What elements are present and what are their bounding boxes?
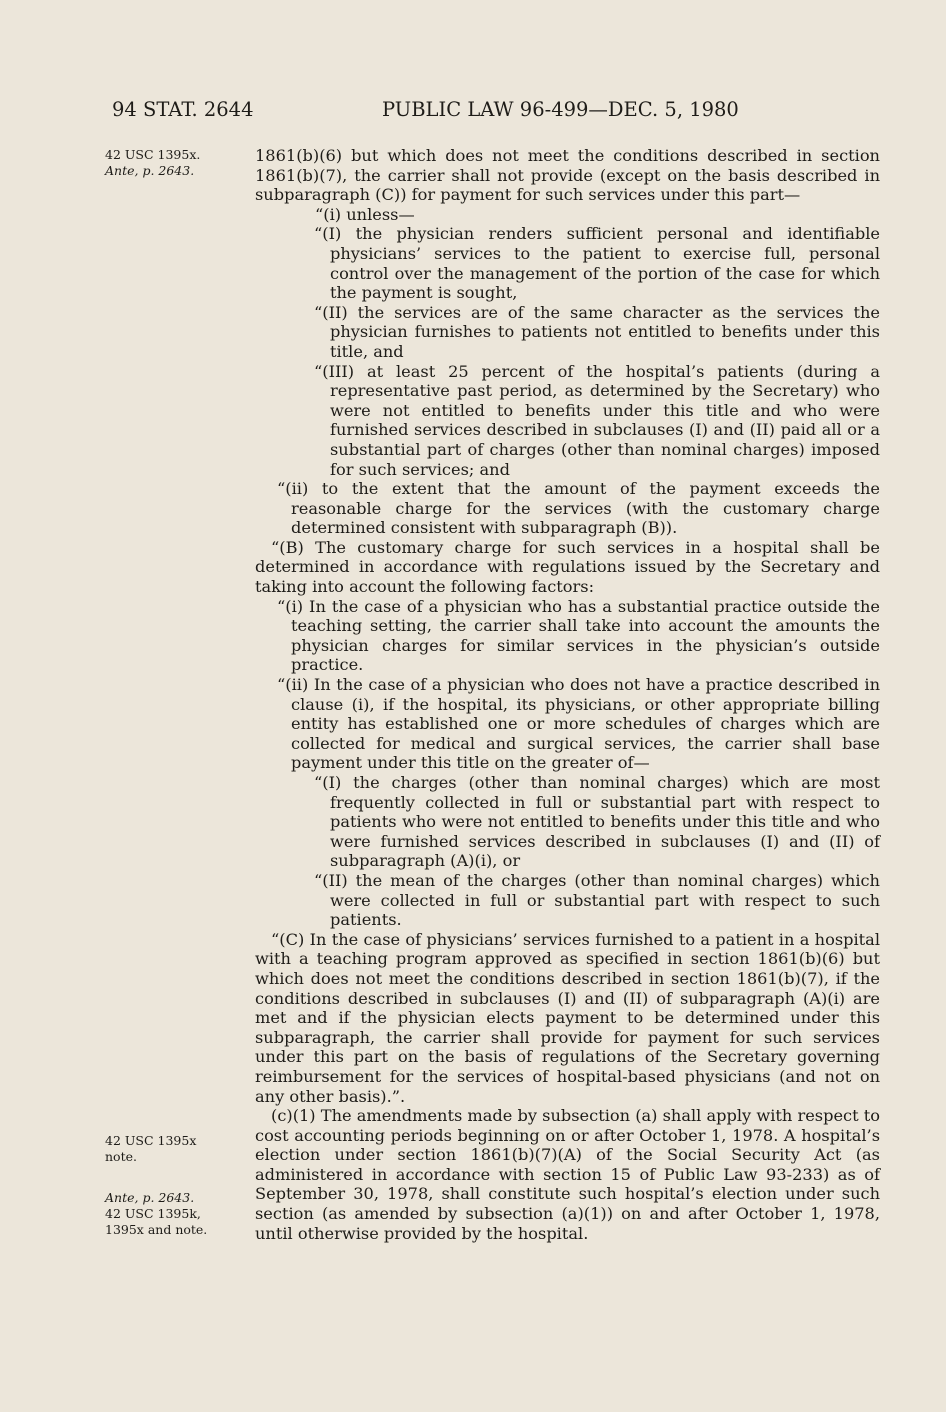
subclause-III: “(III) at least 25 percent of the hospital’s patients (during a representative past period, as determined by the Secretary) who were not entitled to benefits under this title and who were furnished services described in subclauses (I) and (II) paid all or a substantial part of charges (other than nominal charges) imposed for such services; and (314, 361, 880, 479)
running-header (112, 98, 882, 124)
statute-text (255, 146, 880, 1243)
subsection-c-1: (c)(1) The amendments made by subsection (a) shall apply with respect to cost accounting periods beginning on or after October 1, 1978. A hospital’s election under section 1861(b)(7)(A) of the Social Security Act (as administered in accordance with section 15 of Public Law 93-233) as of September 30, 1978, shall constitute such hospital’s election under such section (as amended by subsection (a)(1)) on and after October 1, 1978, until otherwise provided by the hospital. (255, 1106, 880, 1243)
paragraph-continuation: 1861(b)(6) but which does not meet the conditions described in section 1861(b)(7), the carrier shall not provide (except on the basis described in subparagraph (C)) for payment for such services under this part— (255, 146, 880, 205)
subclause-B-II: “(II) the mean of the charges (other than nominal charges) which were collected in full or substantial part with respect to such patients. (314, 870, 880, 930)
margin-note-1 (105, 147, 251, 179)
margin-note-line: note. (105, 1149, 137, 1164)
subparagraph-B: “(B) The customary charge for such services in a hospital shall be determined in accordance with regulations issued by the Secretary and taking into account the following factors: (255, 537, 880, 597)
margin-note-line: 1395x and note. (105, 1222, 208, 1237)
margin-note-line: 42 USC 1395k, (105, 1206, 201, 1221)
margin-note-line: Ante, p. 2643. (105, 163, 195, 178)
clause-i-unless: “(i) unless— (315, 204, 415, 224)
subclause-II: “(II) the services are of the same character as the services the physician furnishes to patients not entitled to benefits under this title, and (314, 302, 880, 361)
clause-ii: “(ii) to the extent that the amount of the payment exceeds the reasonable charge for the services (with the customary charge determined consistent with subparagraph (B)). (277, 479, 880, 538)
clause-B-ii: “(ii) In the case of a physician who does not have a practice described in clause (i), if the hospital, its physicians, or other appropriate billing entity has established one or more schedules of charges which are collected for medical and surgical services, the carrier shall base payment under this title on the greater of— (277, 675, 880, 773)
subparagraph-C: “(C) In the case of physicians’ services furnished to a patient in a hospital with a teaching program approved as specified in section 1861(b)(6) but which does not meet the conditions described in section 1861(b)(7), if the conditions described in subclauses (I) and (II) of subparagraph (A)(i) are met and if the physician elects payment to be determined under this subparagraph, the carrier shall provide for payment for such services under this part on the basis of regulations of the Secretary governing reimbursement for the services of hospital-based physicians (and not on any other basis).”. (255, 929, 880, 1106)
margin-note-3 (105, 1190, 251, 1238)
subclause-B-I: “(I) the charges (other than nominal charges) which are most frequently collected in full or substantial part with respect to patients who were not entitled to benefits under this title and who were furnished services described in subclauses (I) and (II) of subparagraph (A)(i), or (314, 773, 880, 871)
margin-note-line: 42 USC 1395x (105, 1133, 197, 1148)
public-law-title: PUBLIC LAW 96-499—DEC. 5, 1980 (382, 98, 739, 121)
margin-note-line: Ante, p. 2643. (105, 1190, 195, 1205)
stat-page-number: 94 STAT. 2644 (112, 98, 254, 121)
margin-note-line: 42 USC 1395x. (105, 147, 201, 162)
margin-note-2 (105, 1133, 251, 1165)
clause-B-i: “(i) In the case of a physician who has a substantial practice outside the teaching setting, the carrier shall take into account the amounts the physician charges for similar services in the physician’s outside practice. (277, 596, 880, 675)
subclause-I: “(I) the physician renders sufficient personal and identifiable physicians’ services to the patient to exercise full, personal control over the management of the portion of the case for which the payment is sought, (314, 224, 880, 303)
